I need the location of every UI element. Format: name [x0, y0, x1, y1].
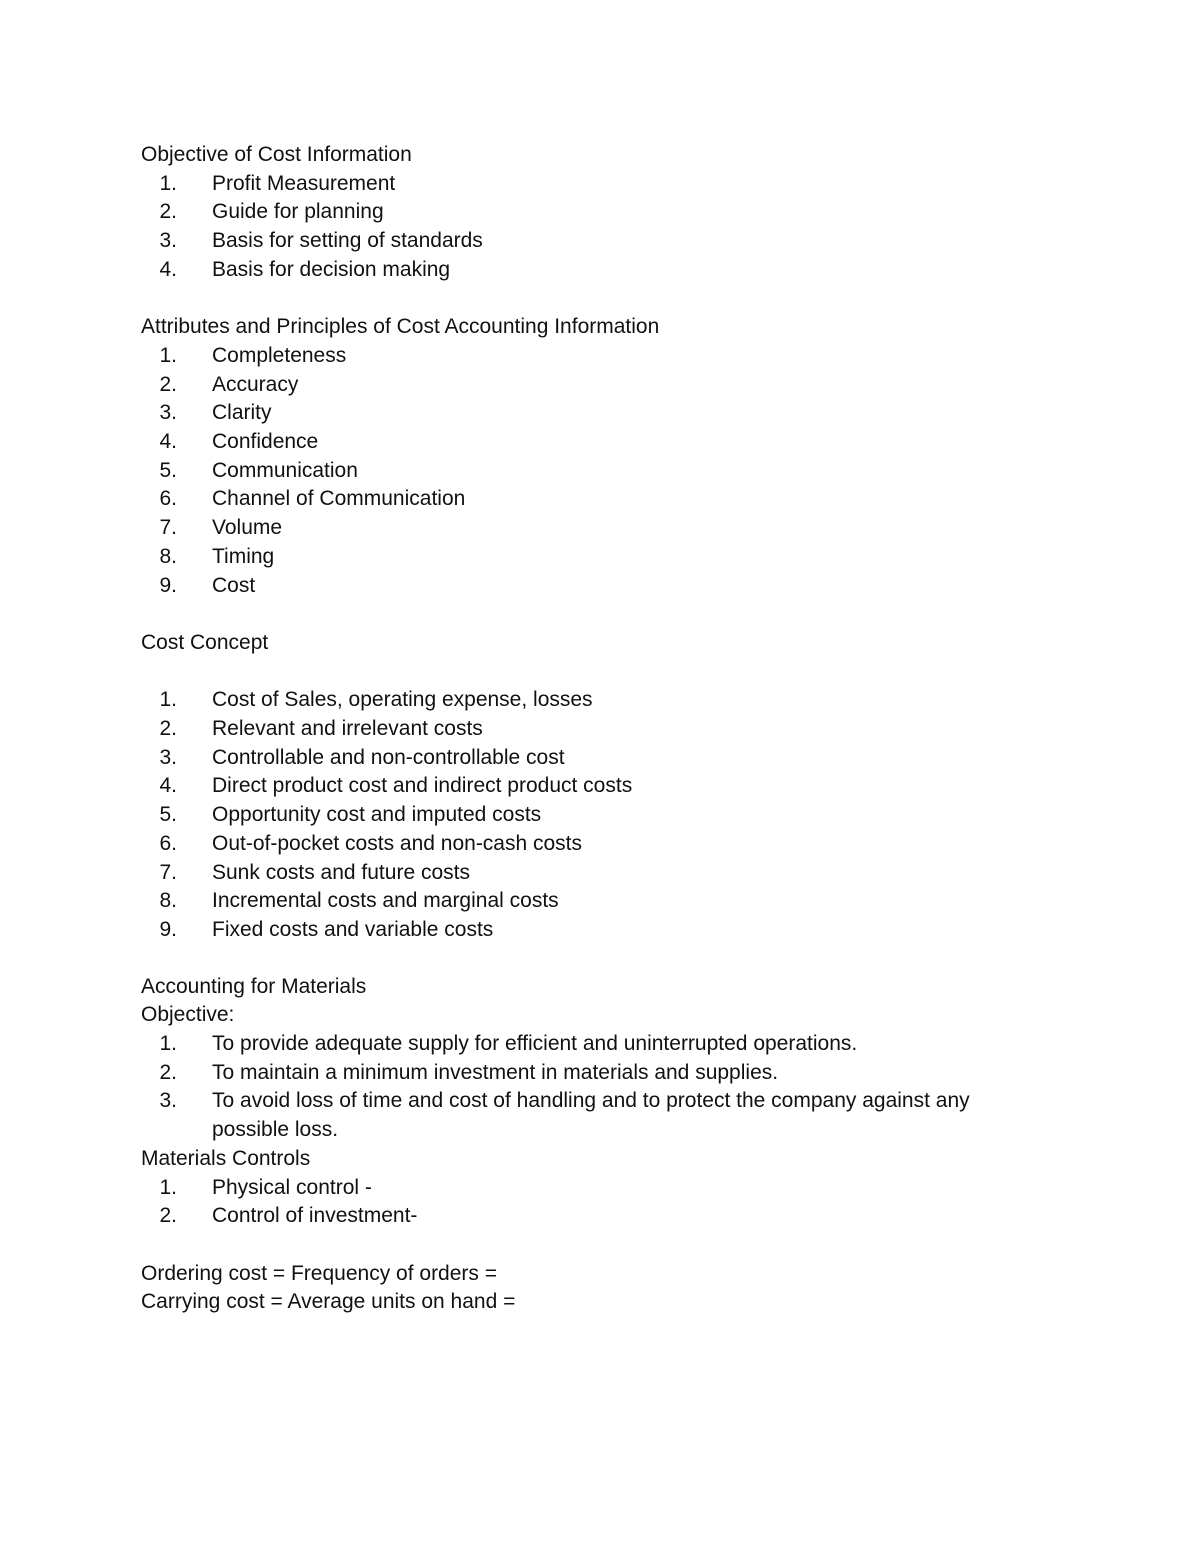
list-item — [141, 744, 1041, 773]
list-number: 3. — [159, 1089, 177, 1113]
list-text: To maintain a minimum investment in materials and supplies. — [212, 1060, 779, 1084]
subheading-objective: Objective: — [141, 1003, 235, 1027]
list-item — [141, 543, 1041, 572]
list-number: 2. — [159, 717, 177, 741]
list-text: Confidence — [212, 430, 319, 454]
list-text: Timing — [212, 544, 275, 568]
list-number: 3. — [159, 745, 177, 769]
list-number: 1. — [159, 1032, 177, 1056]
list-number: 1. — [159, 1175, 177, 1199]
objective-list — [141, 170, 1041, 285]
list-item — [141, 801, 1041, 830]
list-text: To avoid loss of time and cost of handling and to protect the company against any possible loss. — [212, 1089, 970, 1142]
list-number: 7. — [159, 860, 177, 884]
list-text: Cost — [212, 573, 256, 597]
list-number: 6. — [159, 487, 177, 511]
list-item — [141, 1174, 1041, 1203]
list-item — [141, 485, 1041, 514]
list-number: 5. — [159, 803, 177, 827]
list-item — [141, 715, 1041, 744]
list-item — [141, 514, 1041, 543]
list-text: Volume — [212, 516, 283, 540]
list-text: Out-of-pocket costs and non-cash costs — [212, 831, 583, 855]
formula-ordering-cost: Ordering cost = Frequency of orders = — [141, 1261, 498, 1285]
list-item — [141, 1030, 1041, 1059]
list-item — [141, 887, 1041, 916]
list-number: 9. — [159, 917, 177, 941]
list-text: Direct product cost and indirect product costs — [212, 774, 633, 798]
section-heading-materials: Accounting for Materials — [141, 974, 367, 998]
section-heading-attributes: Attributes and Principles of Cost Accounting Information — [141, 315, 660, 339]
list-text: Control of investment- — [212, 1204, 418, 1228]
list-item — [141, 256, 1041, 285]
list-number: 2. — [159, 372, 177, 396]
list-number: 2. — [159, 1204, 177, 1228]
spacer — [141, 285, 1041, 314]
list-text: Clarity — [212, 401, 272, 425]
list-text: Basis for decision making — [212, 257, 451, 281]
list-text: Incremental costs and marginal costs — [212, 889, 559, 913]
list-item — [141, 227, 1041, 256]
list-text: Fixed costs and variable costs — [212, 917, 494, 941]
list-number: 7. — [159, 516, 177, 540]
list-number: 5. — [159, 458, 177, 482]
spacer — [141, 1231, 1041, 1260]
list-item — [141, 170, 1041, 199]
list-text: Relevant and irrelevant costs — [212, 717, 483, 741]
list-item — [141, 198, 1041, 227]
list-number: 3. — [159, 229, 177, 253]
spacer — [141, 945, 1041, 973]
list-text: Guide for planning — [212, 200, 384, 224]
list-item — [141, 1202, 1041, 1231]
list-text: Sunk costs and future costs — [212, 860, 470, 884]
controls-list — [141, 1174, 1041, 1231]
list-item — [141, 1059, 1041, 1088]
list-text: Controllable and non-controllable cost — [212, 745, 565, 769]
attributes-list — [141, 342, 1041, 600]
section-heading-objective: Objective of Cost Information — [141, 143, 412, 166]
list-number: 1. — [159, 343, 177, 367]
materials-objective-list — [141, 1030, 1041, 1145]
list-number: 4. — [159, 430, 177, 454]
list-number: 9. — [159, 573, 177, 597]
list-text: Channel of Communication — [212, 487, 466, 511]
list-item — [141, 399, 1041, 428]
spacer — [141, 658, 1041, 687]
list-item — [141, 1087, 1041, 1144]
list-number: 2. — [159, 200, 177, 224]
section-heading-controls: Materials Controls — [141, 1146, 311, 1170]
list-text: Communication — [212, 458, 358, 482]
list-number: 4. — [159, 257, 177, 281]
list-text: Accuracy — [212, 372, 299, 396]
section-heading-concept: Cost Concept — [141, 630, 269, 654]
list-item — [141, 428, 1041, 457]
list-number: 2. — [159, 1060, 177, 1084]
list-item — [141, 772, 1041, 801]
list-text: To provide adequate supply for efficient and uninterrupted operations. — [212, 1032, 858, 1056]
list-number: 4. — [159, 774, 177, 798]
document-page — [141, 141, 1041, 1317]
list-item — [141, 686, 1041, 715]
list-text: Basis for setting of standards — [212, 229, 483, 253]
list-text: Cost of Sales, operating expense, losses — [212, 688, 593, 712]
concept-list — [141, 686, 1041, 944]
formula-carrying-cost: Carrying cost = Average units on hand = — [141, 1290, 516, 1314]
list-text: Physical control - — [212, 1175, 372, 1199]
list-item — [141, 572, 1041, 601]
list-number: 8. — [159, 889, 177, 913]
list-item — [141, 371, 1041, 400]
spacer — [141, 600, 1041, 629]
list-number: 6. — [159, 831, 177, 855]
list-number: 8. — [159, 544, 177, 568]
list-text: Profit Measurement — [212, 171, 396, 195]
list-item — [141, 342, 1041, 371]
list-number: 3. — [159, 401, 177, 425]
list-text: Opportunity cost and imputed costs — [212, 803, 542, 827]
list-item — [141, 830, 1041, 859]
list-item — [141, 916, 1041, 945]
list-item — [141, 859, 1041, 888]
list-number: 1. — [159, 688, 177, 712]
list-text: Completeness — [212, 343, 347, 367]
list-item — [141, 457, 1041, 486]
list-number: 1. — [159, 171, 177, 195]
